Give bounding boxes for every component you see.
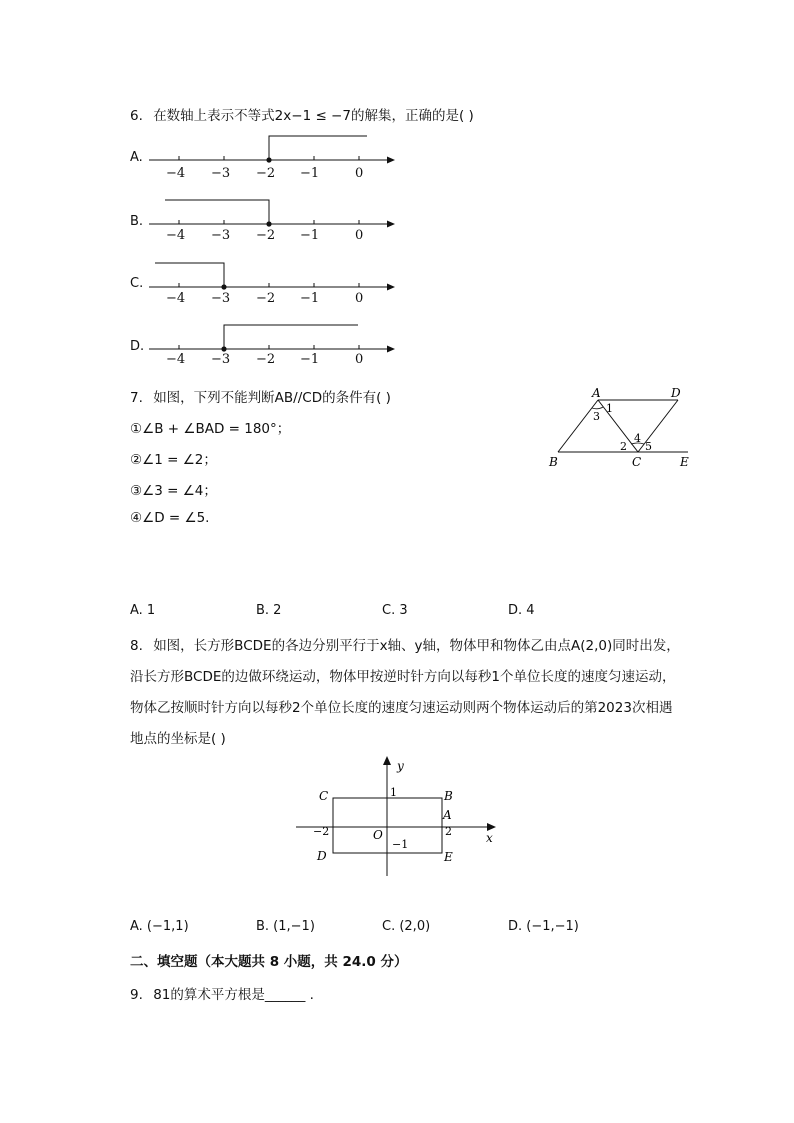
q8-label-y: y — [397, 759, 404, 773]
q6-d-tick-5: 0 — [355, 352, 364, 367]
q6-a-tick-2: −3 — [211, 166, 231, 181]
q6-a-tick-1: −4 — [166, 166, 186, 181]
q6-stem — [130, 104, 474, 124]
q6-text: 在数轴上表示不等式2x−1 ≤ −7的解集，正确的是( ) — [153, 108, 474, 124]
q8-option-d: D. (−1,−1) — [508, 919, 579, 934]
q8-label-o: O — [373, 828, 383, 842]
q7-angle-3: 3 — [593, 410, 600, 423]
q8-option-b: B. (1,−1) — [256, 919, 315, 934]
q8-label-b: B — [444, 789, 453, 803]
q7-condition-2: ②∠1 = ∠2； — [130, 452, 217, 468]
q6-b-tick-5: 0 — [355, 228, 364, 243]
q8-label-d: D — [317, 849, 327, 863]
q7-number: 7. — [130, 390, 143, 406]
q6-option-d-numberline — [145, 317, 405, 377]
q7-angle-5: 5 — [645, 440, 652, 453]
q6-b-tick-2: −3 — [211, 228, 231, 243]
q8-label-a: A — [443, 808, 452, 822]
q7-text: 如图，下列不能判断AB//CD的条件有( ) — [153, 390, 391, 406]
q6-option-c-numberline — [145, 255, 405, 315]
q7-option-d: D. 4 — [508, 603, 535, 618]
q7-angle-1: 1 — [606, 402, 613, 415]
q6-c-tick-2: −3 — [211, 291, 231, 306]
q8-line-4: 地点的坐标是( ) — [130, 731, 226, 747]
q7-condition-1: ①∠B + ∠BAD = 180°； — [130, 421, 291, 437]
q6-a-tick-5: 0 — [355, 166, 364, 181]
q6-b-tick-3: −2 — [256, 228, 276, 243]
q7-label-a: A — [592, 386, 601, 400]
q8-label-neg-one: −1 — [392, 838, 409, 851]
q7-option-a: A. 1 — [130, 603, 156, 618]
q6-b-tick-1: −4 — [166, 228, 186, 243]
q8-rectangle-figure — [290, 752, 510, 880]
q7-option-c: C. 3 — [382, 603, 408, 618]
q7-label-c: C — [632, 455, 642, 469]
q6-d-tick-3: −2 — [256, 352, 276, 367]
q6-option-b-numberline — [145, 192, 405, 252]
q6-option-a-label: A. — [130, 150, 143, 165]
q9-number: 9. — [130, 987, 143, 1003]
q8-label-neg-two: −2 — [313, 825, 330, 838]
q7-stem — [130, 386, 391, 406]
q6-a-tick-3: −2 — [256, 166, 276, 181]
q6-b-tick-4: −1 — [300, 228, 320, 243]
q7-label-e: E — [680, 455, 689, 469]
q6-option-b-label: B. — [130, 214, 144, 229]
q6-c-tick-5: 0 — [355, 291, 364, 306]
q9-line — [130, 983, 314, 1003]
q7-angle-2: 2 — [620, 440, 627, 453]
q8-option-c: C. (2,0) — [382, 919, 431, 934]
q6-a-tick-4: −1 — [300, 166, 320, 181]
q6-number: 6. — [130, 108, 143, 124]
q8-option-a: A. (−1,1) — [130, 919, 189, 934]
q7-condition-3: ③∠3 = ∠4； — [130, 483, 217, 499]
q8-label-x: x — [486, 831, 493, 845]
q6-d-tick-1: −4 — [166, 352, 186, 367]
q6-option-d-label: D. — [130, 339, 145, 354]
q7-option-b: B. 2 — [256, 603, 282, 618]
q6-d-tick-2: −3 — [211, 352, 231, 367]
q6-option-c-label: C. — [130, 276, 144, 291]
q8-text-1: 如图，长方形BCDE的各边分别平行于x轴、y轴，物体甲和物体乙由点A(2,0)同时出发， — [153, 638, 680, 654]
q9-text: 81的算术平方根是______ . — [153, 987, 314, 1003]
q8-label-c: C — [319, 789, 329, 803]
q7-angle-4: 4 — [634, 432, 641, 445]
section-2-title: 二、填空题（本大题共 8 小题，共 24.0 分） — [130, 954, 408, 970]
q7-condition-4: ④∠D = ∠5. — [130, 510, 210, 526]
q8-line-3: 物体乙按顺时针方向以每秒2个单位长度的速度匀速运动则两个物体运动后的第2023次相遇 — [130, 700, 673, 716]
q8-line-1 — [130, 634, 680, 654]
q6-c-tick-4: −1 — [300, 291, 320, 306]
q8-number: 8. — [130, 638, 143, 654]
q7-label-d: D — [671, 386, 681, 400]
q8-label-one: 1 — [390, 786, 397, 799]
q6-c-tick-3: −2 — [256, 291, 276, 306]
q7-parallelogram-figure — [540, 382, 700, 474]
q8-line-2: 沿长方形BCDE的边做环绕运动，物体甲按逆时针方向以每秒1个单位长度的速度匀速运动， — [130, 669, 676, 685]
q7-label-b: B — [549, 455, 558, 469]
q6-d-tick-4: −1 — [300, 352, 320, 367]
q6-c-tick-1: −4 — [166, 291, 186, 306]
q8-label-two: 2 — [445, 825, 452, 838]
q8-label-e: E — [444, 850, 453, 864]
